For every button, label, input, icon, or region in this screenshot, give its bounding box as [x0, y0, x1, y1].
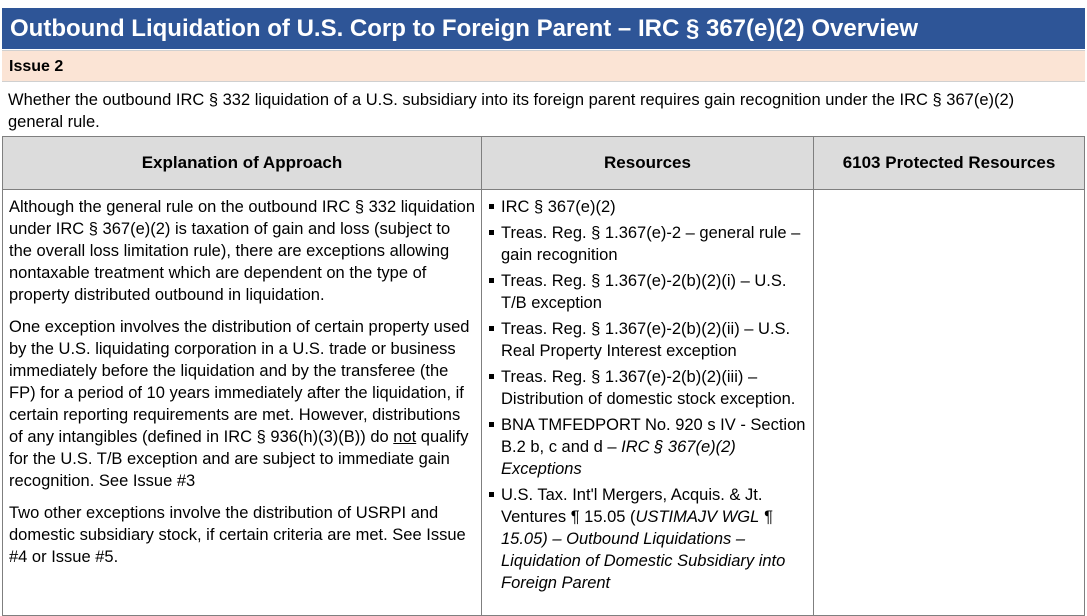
issue-label: Issue 2 [2, 50, 1085, 82]
resource-item [487, 414, 809, 480]
resource-item: IRC § 367(e)(2) [487, 196, 809, 218]
resource-text: U.S. Tax. Int'l Mergers, Acquis. & Jt. Ventures ¶ 15.05 ( [501, 486, 763, 526]
resource-item [487, 484, 809, 594]
resource-italic-text: IRC § 367(e)(2) Exceptions [501, 438, 736, 478]
explanation-text: qualify for the U.S. T/B exception and are subject to immediate gain recognition. See Issue #3 [9, 428, 469, 490]
resource-italic-text: USTIMAJV WGL ¶ 15.05) – Outbound Liquidations – Liquidation of Domestic Subsidiary into Foreign Parent [501, 508, 786, 592]
approach-table [2, 136, 1085, 616]
table-header-row [3, 137, 1084, 190]
resource-item: Treas. Reg. § 1.367(e)-2(b)(2)(i) – U.S. T/B exception [487, 270, 809, 314]
explanation-paragraph: Although the general rule on the outbound IRC § 332 liquidation under IRC § 367(e)(2) is taxation of gain and loss (subject to the overall loss limitation rule), there are exceptions allowing nontaxable treatment which are dependent on the type of property distributed outbound in liquidation. [9, 198, 476, 304]
column-divider [481, 137, 482, 615]
issue-description: Whether the outbound IRC § 332 liquidation of a U.S. subsidiary into its foreign parent requires gain recognition under the IRC § 367(e)(2) general rule. [8, 91, 1015, 131]
explanation-text: One exception involves the distribution of certain property used by the U.S. liquidating corporation in a U.S. trade or business immediately before the liquidation and by the transferee (the FP) for a period of 10 years immediately after the liquidation, if certain reporting requirements are met. However, distributions of any intangibles (defined in IRC § 936(h)(3)(B)) do [9, 318, 470, 446]
resource-item: Treas. Reg. § 1.367(e)-2(b)(2)(ii) – U.S. Real Property Interest exception [487, 318, 809, 362]
explanation-paragraph: Two other exceptions involve the distribution of USRPI and domestic subsidiary stock, if certain criteria are met. See Issue #4 or Issue #5. [9, 504, 466, 566]
header-protected: 6103 Protected Resources [842, 153, 1056, 172]
header-resources: Resources [604, 153, 691, 172]
explanation-paragraph [9, 316, 475, 492]
resources-cell [487, 196, 809, 598]
resource-item: Treas. Reg. § 1.367(e)-2(b)(2)(iii) – Distribution of domestic stock exception. [487, 366, 809, 410]
resources-list [487, 196, 809, 594]
column-divider [813, 137, 814, 615]
emphasis-not: not [393, 428, 417, 446]
page-title: Outbound Liquidation of U.S. Corp to Foreign Parent – IRC § 367(e)(2) Overview [2, 8, 1085, 49]
header-explanation: Explanation of Approach [141, 153, 343, 172]
explanation-cell [9, 196, 475, 578]
resource-item: Treas. Reg. § 1.367(e)-2 – general rule – gain recognition [487, 222, 809, 266]
resource-text: BNA TMFEDPORT No. 920 s IV - Section B.2 b, c and d – [501, 416, 806, 456]
